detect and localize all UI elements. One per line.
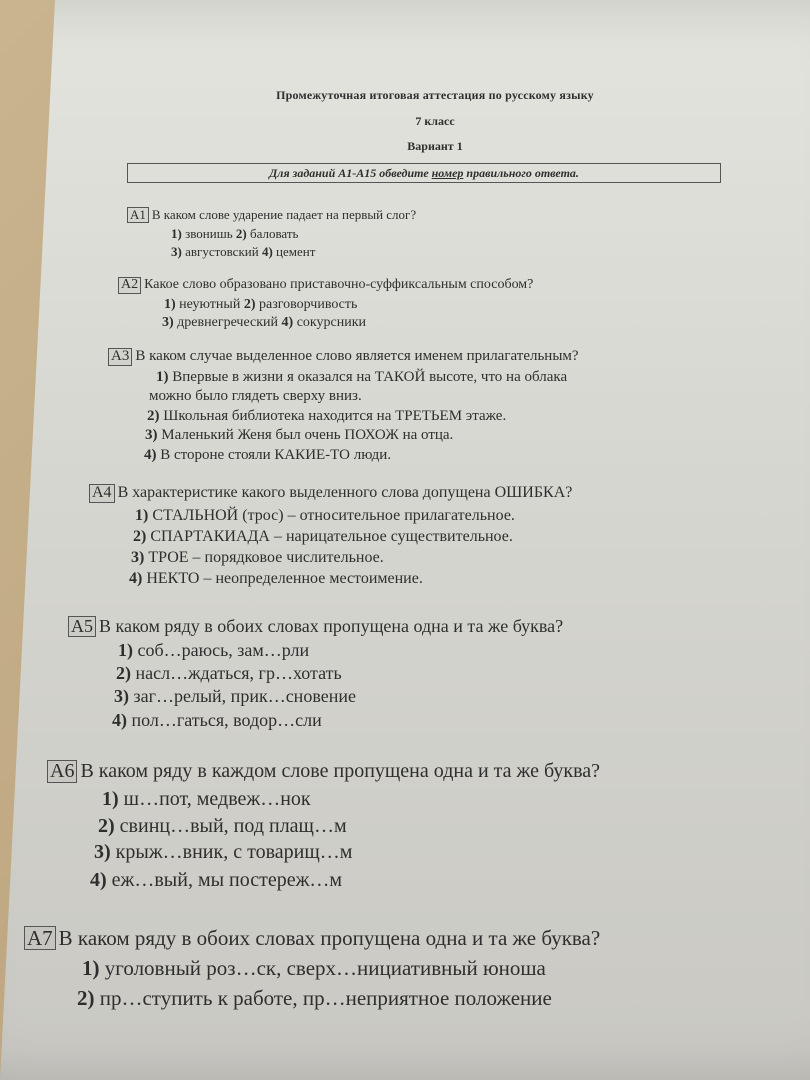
task-number-tag: А4 <box>89 484 115 503</box>
answer-option <box>156 369 567 386</box>
document-variant: Вариант 1 <box>407 139 463 153</box>
option-text: сокурсники <box>293 315 367 330</box>
instruction-underlined-word: номер <box>431 166 464 180</box>
option-number: 3) <box>131 549 145 566</box>
answer-option <box>102 788 311 811</box>
option-text: свинц…вый, под плащ…м <box>114 815 347 837</box>
task-number-tag: А1 <box>127 207 149 223</box>
option-text: пр…ступить к работе, пр…неприятное положение <box>94 986 552 1010</box>
option-number: 3) <box>171 244 182 259</box>
option-number: 1) <box>164 297 176 312</box>
answer-option-line <box>164 297 357 313</box>
instruction-text-before: Для заданий А1-А15 обведите <box>269 166 432 180</box>
option-number: 2) <box>235 226 247 241</box>
option-text: В стороне стояли КАКИЕ-ТО люди. <box>156 447 392 463</box>
option-text: соб…раюсь, зам…рли <box>133 640 310 660</box>
task-question <box>24 926 600 951</box>
option-number: 4) <box>261 244 273 259</box>
answer-option-line <box>171 226 298 242</box>
option-text: Школьная библиотека находится на ТРЕТЬЕМ этаже. <box>159 408 507 424</box>
task-question <box>47 760 600 783</box>
instruction-text-after: правильного ответа. <box>463 166 579 180</box>
answer-option <box>90 869 342 892</box>
answer-option <box>147 408 506 425</box>
answer-option <box>129 570 423 588</box>
task-question-text: В каком ряду в обоих словах пропущена одна и та же буква? <box>58 926 601 950</box>
option-text: цемент <box>272 244 316 259</box>
option-number: 1) <box>118 640 133 660</box>
task-question-text: В каком слове ударение падает на первый слог? <box>151 207 417 222</box>
task-question-text: В характеристике какого выделенного слова допущена ОШИБКА? <box>117 484 573 501</box>
answer-option <box>133 528 513 546</box>
option-number: 2) <box>243 297 256 312</box>
answer-option <box>94 841 352 864</box>
option-number: 2) <box>98 815 115 837</box>
option-number: 1) <box>171 226 182 241</box>
task-question-text: В каком ряду в обоих словах пропущена одна и та же буква? <box>99 616 564 636</box>
option-number: 4) <box>144 447 157 463</box>
answer-option <box>114 686 356 707</box>
answer-option <box>144 447 391 464</box>
answer-option <box>112 710 322 731</box>
task-number-tag: А5 <box>68 616 96 637</box>
task-number-tag: А6 <box>47 760 77 783</box>
answer-option-line <box>171 244 315 260</box>
option-number: 3) <box>162 315 174 330</box>
option-number: 1) <box>102 788 119 810</box>
task-question-text: В каком ряду в каждом слове пропущена одна и та же буква? <box>80 760 601 782</box>
task-question <box>89 484 572 503</box>
answer-option <box>145 427 453 444</box>
answer-option <box>82 956 546 981</box>
option-text: СТАЛЬНОЙ (трос) – относительное прилагательное. <box>148 507 515 524</box>
answer-option <box>131 549 384 567</box>
option-number: 1) <box>82 956 100 980</box>
document-grade: 7 класс <box>415 114 455 128</box>
answer-option <box>116 663 342 684</box>
option-text: можно было глядеть сверху вниз. <box>149 388 362 404</box>
option-text: Маленький Женя был очень ПОХОЖ на отца. <box>157 427 454 443</box>
option-number: 2) <box>133 528 147 545</box>
option-number: 4) <box>129 570 143 587</box>
option-number: 2) <box>77 986 95 1010</box>
option-number: 4) <box>112 710 127 730</box>
option-number: 3) <box>145 427 158 443</box>
option-number: 2) <box>116 663 131 683</box>
answer-option <box>135 507 515 525</box>
task-question-text: Какое слово образовано приставочно-суффиксальным способом? <box>144 277 534 292</box>
task-number-tag: А2 <box>118 277 141 294</box>
option-text: СПАРТАКИАДА – нарицательное существительное. <box>146 528 513 545</box>
option-text: разговорчивость <box>255 297 358 312</box>
task-question <box>68 616 563 637</box>
answer-option <box>118 640 309 661</box>
option-text: заг…релый, прик…сновение <box>129 686 356 706</box>
answer-option-continuation <box>149 388 362 405</box>
answer-option-line <box>162 315 366 331</box>
option-text: ТРОЕ – порядковое числительное. <box>144 549 384 566</box>
option-text: ш…пот, медвеж…нок <box>118 788 311 810</box>
option-text: насл…ждаться, гр…хотать <box>131 663 342 683</box>
option-number: 3) <box>94 841 111 863</box>
option-text: звонишь <box>181 226 236 241</box>
task-number-tag: А3 <box>108 348 132 366</box>
option-text: НЕКТО – неопределенное местоимение. <box>142 570 423 587</box>
option-number: 3) <box>114 686 129 706</box>
option-number: 2) <box>147 408 160 424</box>
answer-option <box>77 986 552 1011</box>
option-text: пол…гаться, водор…сли <box>127 710 322 730</box>
option-text: уголовный роз…ск, сверх…нициативный юноша <box>99 956 546 980</box>
option-text: еж…вый, мы постереж…м <box>106 869 343 891</box>
task-question <box>108 348 579 366</box>
option-number: 1) <box>156 369 169 385</box>
task-number-tag: А7 <box>24 926 56 950</box>
option-text: крыж…вник, с товарищ…м <box>110 841 353 863</box>
instruction-box <box>127 163 721 183</box>
document-title: Промежуточная итоговая аттестация по русскому языку <box>276 88 594 102</box>
answer-option <box>98 815 347 838</box>
option-number: 4) <box>90 869 107 891</box>
option-text: баловать <box>246 226 299 241</box>
task-question <box>118 277 533 294</box>
task-question-text: В каком случае выделенное слово является именем прилагательным? <box>135 348 579 364</box>
option-text: древнегреческий <box>173 315 282 330</box>
task-question <box>127 207 416 223</box>
option-number: 1) <box>135 507 149 524</box>
option-text: августовский <box>181 244 262 259</box>
option-number: 4) <box>281 315 294 330</box>
option-text: Впервые в жизни я оказался на ТАКОЙ высоте, что на облака <box>168 369 568 385</box>
option-text: неуютный <box>175 297 244 312</box>
